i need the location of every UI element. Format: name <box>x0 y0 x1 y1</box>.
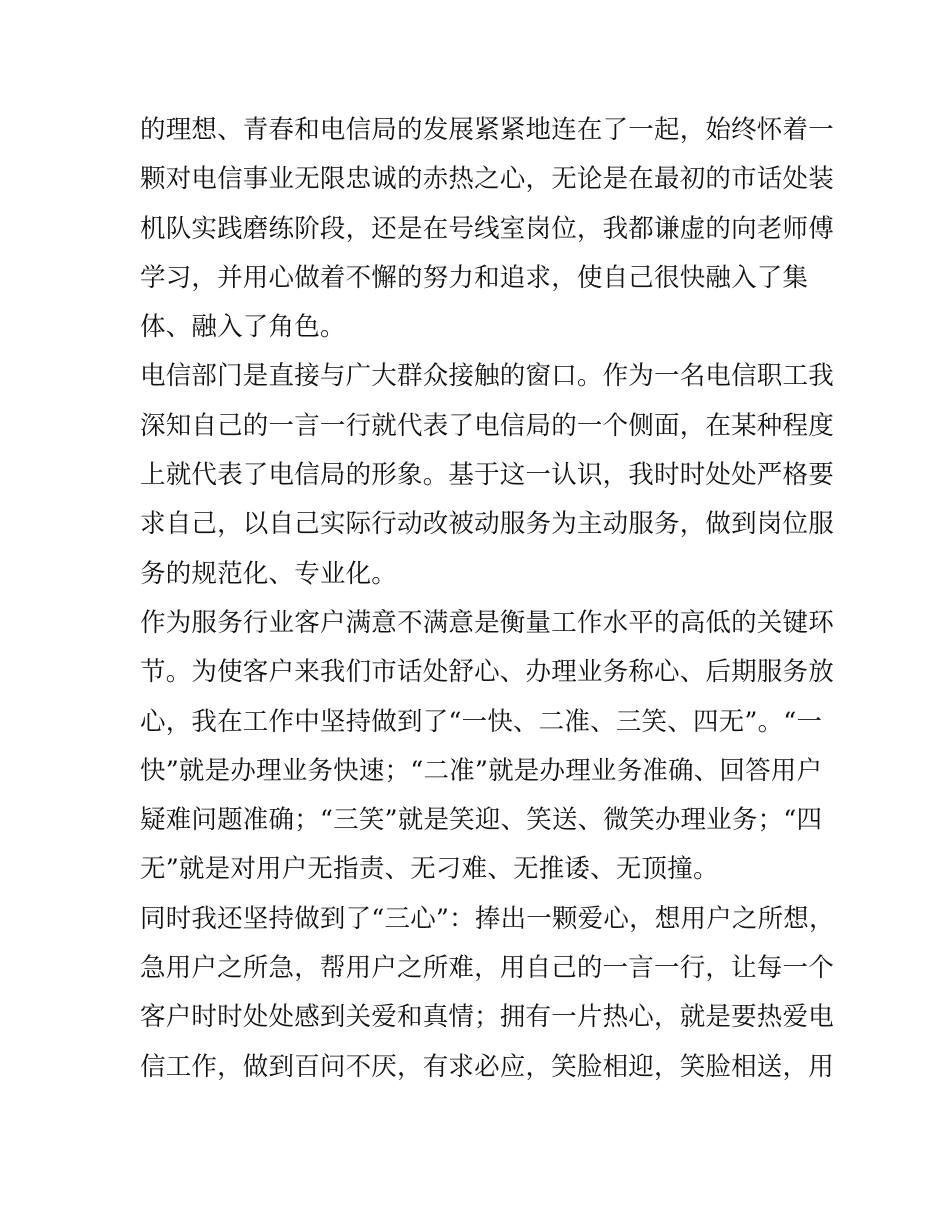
text-line: 颗对电信事业无限忠诚的赤热之心，无论是在最初的市话处装 <box>140 164 834 195</box>
text-line: 快”就是办理业务快速；“二准”就是办理业务准确、回答用户 <box>140 755 823 786</box>
text-line: 心，我在工作中坚持做到了“一快、二准、三笑、四无”。“一 <box>140 706 823 737</box>
text-line: 节。为使客户来我们市话处舒心、办理业务称心、后期服务放 <box>140 657 834 688</box>
text-line: 机队实践磨练阶段，还是在号线室岗位，我都谦虚的向老师傅 <box>140 213 834 244</box>
text-line: 体、融入了角色。 <box>140 312 346 343</box>
text-line: 学习，并用心做着不懈的努力和追求，使自己很快融入了集 <box>140 262 809 293</box>
text-line: 客户时时处处感到关爱和真情；拥有一片热心，就是要热爱电 <box>140 1002 834 1033</box>
text-line: 信工作，做到百问不厌，有求必应，笑脸相迎，笑脸相送，用 <box>140 1051 834 1082</box>
text-line: 同时我还坚持做到了“三心”：捧出一颗爱心，想用户之所想， <box>140 903 835 934</box>
text-line: 上就代表了电信局的形象。基于这一认识，我时时处处严格要 <box>140 460 834 491</box>
text-line: 无”就是对用户无指责、无刁难、无推诿、无顶撞。 <box>140 854 719 885</box>
text-line: 的理想、青春和电信局的发展紧紧地连在了一起，始终怀着一 <box>140 115 834 145</box>
text-line: 深知自己的一言一行就代表了电信局的一个侧面，在某种程度 <box>140 410 834 441</box>
body-text <box>140 106 835 1092</box>
text-line: 求自己，以自己实际行动改被动服务为主动服务，做到岗位服 <box>140 509 834 540</box>
text-line: 疑难问题准确；“三笑”就是笑迎、笑送、微笑办理业务；“四 <box>140 805 823 836</box>
text-line: 作为服务行业客户满意不满意是衡量工作水平的高低的关键环 <box>140 607 834 638</box>
text-line: 务的规范化、专业化。 <box>140 558 398 589</box>
text-line: 电信部门是直接与广大群众接触的窗口。作为一名电信职工我 <box>140 361 834 392</box>
text-line: 急用户之所急，帮用户之所难，用自己的一言一行，让每一个 <box>140 953 834 984</box>
